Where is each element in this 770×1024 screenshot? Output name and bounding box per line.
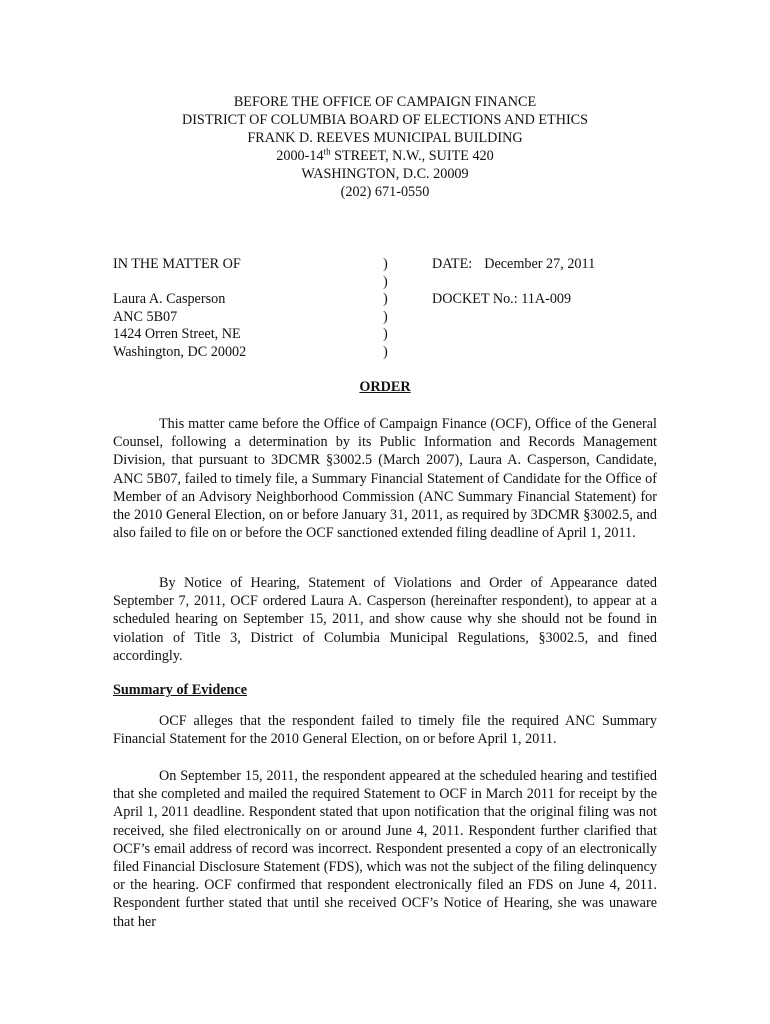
caption-parentheses [383, 255, 388, 360]
caption-respondent-block [113, 255, 246, 360]
header-street-line [0, 147, 770, 165]
caption-blank-line [113, 273, 246, 291]
caption-paren: ) [383, 343, 388, 360]
docket-row [432, 290, 595, 308]
respondent-city: Washington, DC 20002 [113, 343, 247, 360]
order-title: ORDER [359, 379, 411, 395]
docket-value: 11A-009 [521, 291, 572, 307]
header-building-line: FRANK D. REEVES MUNICIPAL BUILDING [247, 130, 523, 146]
respondent-district: ANC 5B07 [113, 308, 178, 325]
caption-case-info [432, 255, 595, 308]
header-phone-line: (202) 671-0550 [340, 184, 430, 200]
date-label: DATE: [432, 256, 473, 272]
paragraph-notice-of-hearing: By Notice of Hearing, Statement of Violations and Order of Appearance dated September 7, 2011, OCF ordered Laura A. Casperson (hereinafter respondent), to appear at a scheduled hearing on September 15, 2011, and show cause why she should not be found in violation of Title 3, District of Columbia Municipal Regulations, §3002.5, and fined accordingly. [113, 575, 657, 664]
caption-paren: ) [383, 273, 388, 290]
header-city-line: WASHINGTON, D.C. 20009 [301, 166, 469, 182]
paragraph-background: This matter came before the Office of Campaign Finance (OCF), Office of the General Counsel, following a determination by its Public Information and Records Management Division, that pursuant to 3DCMR §3002.5 (March 2007), Laura A. Casperson, Candidate, ANC 5B07, failed to timely file, a Summary Financial Statement of Candidate for the Office of Member of an Advisory Neighborhood Commission (ANC Summary Financial Statement) for the 2010 General Election, on or before January 31, 2011, as required by 3DCMR §3002.5, and also failed to file on or before the OCF sanctioned extended filing deadline of April 1, 2011. [113, 416, 657, 542]
date-value: December 27, 2011 [484, 256, 596, 272]
header-street-name: STREET, N.W., SUITE 420 [330, 148, 494, 164]
header-board-line: DISTRICT OF COLUMBIA BOARD OF ELECTIONS AND ETHICS [181, 112, 589, 128]
paragraph-testimony: On September 15, 2011, the respondent appeared at the scheduled hearing and testified that she completed and mailed the required Statement to OCF in March 2011 for receipt by the April 1, 2011 deadline. Respondent stated that upon notification that the original filing was not received, she filed electronically on or around June 4, 2011. Respondent further clarified that OCF’s email address of record was incorrect. Respondent presented a copy of an electronically filed Financial Disclosure Statement (FDS), which was not the subject of the filing delinquency or the hearing. OCF confirmed that respondent electronically filed an FDS on June 4, 2011. Respondent further stated that until she received OCF’s Notice of Hearing, she was unaware that her [113, 768, 657, 930]
case-caption [0, 255, 770, 365]
paragraph-allegation: OCF alleges that the respondent failed to timely file the required ANC Summary Financial Statement for the 2010 General Election, on or before April 1, 2011. [113, 713, 657, 748]
respondent-street: 1424 Orren Street, NE [113, 326, 241, 342]
respondent-name: Laura A. Casperson [113, 291, 226, 307]
header-street-number: 2000-14 [276, 148, 324, 164]
header-office-line: BEFORE THE OFFICE OF CAMPAIGN FINANCE [233, 94, 537, 110]
caption-paren: ) [383, 256, 388, 272]
docket-label: DOCKET No.: [432, 291, 522, 307]
agency-header [0, 93, 770, 201]
caption-spacer [432, 273, 595, 291]
matter-label: IN THE MATTER OF [113, 256, 241, 272]
summary-of-evidence-heading: Summary of Evidence [113, 682, 247, 698]
caption-paren: ) [383, 291, 388, 307]
caption-paren: ) [383, 326, 388, 342]
date-row [432, 255, 595, 273]
caption-paren: ) [383, 308, 388, 325]
header-street-ordinal: th [323, 146, 331, 157]
